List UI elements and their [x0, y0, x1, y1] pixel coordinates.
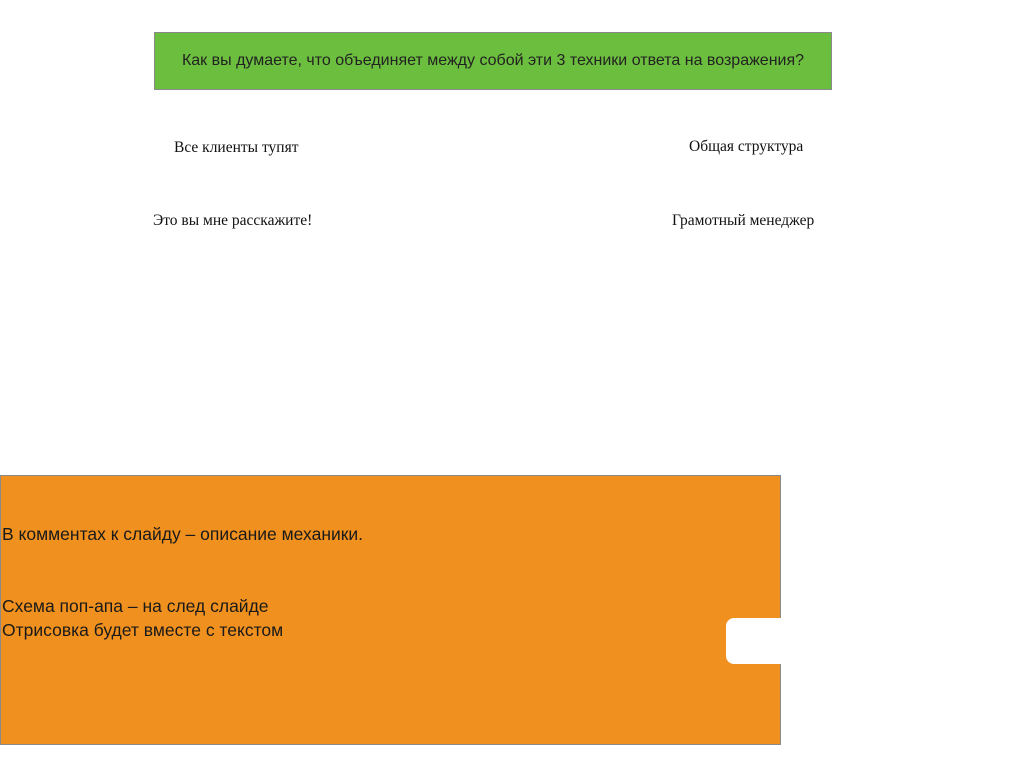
note-side-tab — [726, 618, 786, 664]
answer-option-3[interactable]: Это вы мне расскажите! — [153, 212, 313, 229]
question-text: Как вы думаете, что объединяет между собой эти 3 техники ответа на возражения? — [181, 52, 805, 69]
answer-option-2[interactable]: Общая структура — [689, 138, 804, 155]
question-banner — [154, 32, 832, 90]
answer-option-1[interactable]: Все клиенты тупят — [174, 139, 299, 156]
note-line-rendering: Отрисовка будет вместе с текстом — [2, 620, 284, 640]
note-line-popup-scheme: Схема поп-апа – на след слайде — [2, 596, 269, 616]
designer-note-panel — [0, 475, 781, 745]
answer-option-4[interactable]: Грамотный менеджер — [672, 212, 815, 229]
note-line-mechanics: В комментах к слайду – описание механики. — [2, 524, 364, 544]
